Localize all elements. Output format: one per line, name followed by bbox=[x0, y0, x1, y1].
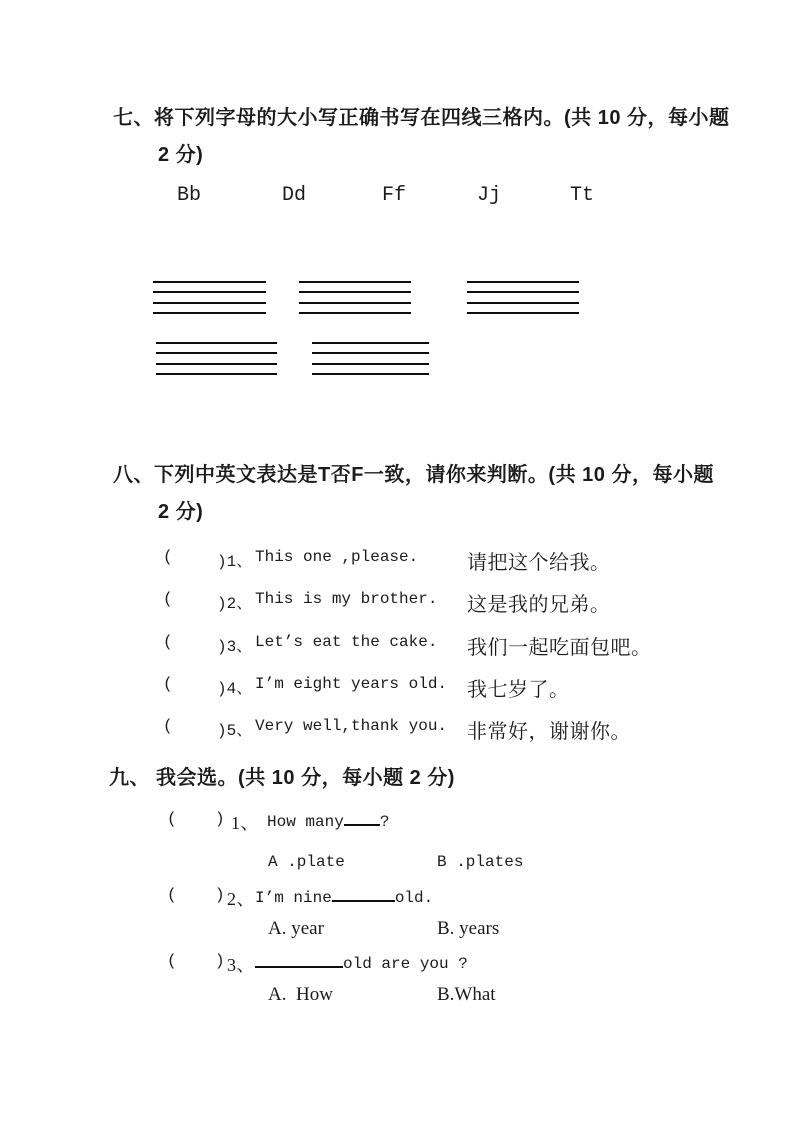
grid-line bbox=[312, 363, 429, 365]
grid-line bbox=[299, 312, 411, 314]
text-after-blank: old. bbox=[394, 889, 434, 907]
judge-item bbox=[0, 631, 793, 657]
four-line-grid bbox=[299, 281, 411, 314]
four-line-grid bbox=[467, 281, 579, 314]
letter-pair: Ff bbox=[382, 184, 407, 207]
letter-pair: Bb bbox=[177, 184, 202, 207]
chinese-translation: 这是我的兄弟。 bbox=[467, 594, 611, 616]
judge-item bbox=[0, 715, 793, 741]
chinese-translation: 非常好，谢谢你。 bbox=[467, 721, 631, 743]
english-sentence: Very well,thank you. bbox=[255, 717, 448, 735]
answer-bracket-open: ( bbox=[163, 675, 173, 693]
grid-line bbox=[312, 342, 429, 344]
four-line-grid bbox=[312, 342, 429, 375]
question-number: 2、 bbox=[227, 889, 255, 909]
fill-blank-underline bbox=[255, 952, 343, 968]
answer-bracket-close: ) bbox=[215, 886, 225, 904]
section7-heading-line2: 2 分) bbox=[158, 144, 204, 166]
question-number: 1、 bbox=[231, 813, 259, 833]
answer-bracket-open: ( bbox=[167, 810, 177, 828]
grid-line bbox=[299, 291, 411, 293]
english-sentence: Let’s eat the cake. bbox=[255, 633, 438, 651]
item-number: )2、 bbox=[217, 595, 253, 613]
answer-bracket-open: ( bbox=[163, 590, 173, 608]
text-before-blank: I’m nine bbox=[255, 889, 332, 907]
answer-bracket-open: ( bbox=[163, 548, 173, 566]
answer-bracket-open: ( bbox=[163, 717, 173, 735]
section9-heading: 九、 我会选。(共 10 分，每小题 2 分) bbox=[109, 767, 455, 789]
option-b: B .plates bbox=[437, 853, 524, 871]
item-number: )5、 bbox=[217, 722, 253, 740]
section8-heading-line1: 八、下列中英文表达是T否F一致，请你来判断。(共 10 分，每小题 bbox=[113, 464, 714, 486]
grid-line bbox=[467, 302, 579, 304]
question-text bbox=[255, 886, 433, 907]
letter-pair: Dd bbox=[282, 184, 307, 207]
grid-line bbox=[156, 363, 277, 365]
chinese-translation: 我七岁了。 bbox=[467, 679, 570, 701]
text-after-blank: old are you ? bbox=[343, 955, 468, 973]
fill-blank-underline bbox=[344, 810, 380, 826]
options-row bbox=[0, 851, 793, 875]
grid-line bbox=[153, 291, 266, 293]
answer-bracket-close: ) bbox=[215, 810, 225, 828]
judge-item bbox=[0, 588, 793, 614]
grid-line bbox=[467, 291, 579, 293]
answer-bracket-open: ( bbox=[167, 952, 177, 970]
choice-question bbox=[0, 884, 793, 910]
chinese-translation: 我们一起吃面包吧。 bbox=[467, 637, 652, 659]
question-text bbox=[255, 952, 468, 973]
letter-pair: Jj bbox=[477, 184, 502, 207]
answer-bracket-open: ( bbox=[163, 633, 173, 651]
options-row bbox=[0, 918, 793, 942]
four-line-grid bbox=[153, 281, 266, 314]
grid-line bbox=[156, 352, 277, 354]
judge-item bbox=[0, 546, 793, 572]
section8-heading-line2: 2 分) bbox=[158, 501, 204, 523]
grid-line bbox=[153, 281, 266, 283]
grid-line bbox=[156, 342, 277, 344]
grid-line bbox=[153, 302, 266, 304]
text-after-blank: ? bbox=[379, 813, 390, 831]
grid-line bbox=[467, 281, 579, 283]
english-sentence: This one ,please. bbox=[255, 548, 419, 566]
options-row bbox=[0, 984, 793, 1008]
letter-pair: Tt bbox=[570, 184, 595, 207]
item-number: )3、 bbox=[217, 638, 253, 656]
section7-heading-line1: 七、将下列字母的大小写正确书写在四线三格内。(共 10 分，每小题 bbox=[113, 107, 730, 129]
grid-line bbox=[312, 352, 429, 354]
option-b: B.What bbox=[437, 984, 496, 1005]
answer-bracket-open: ( bbox=[167, 886, 177, 904]
choice-question bbox=[0, 808, 793, 834]
option-a: A .plate bbox=[268, 853, 345, 871]
question-text bbox=[267, 810, 389, 831]
grid-line bbox=[467, 312, 579, 314]
judge-item bbox=[0, 673, 793, 699]
grid-line bbox=[299, 302, 411, 304]
chinese-translation: 请把这个给我。 bbox=[467, 552, 611, 574]
item-number: )4、 bbox=[217, 680, 253, 698]
grid-line bbox=[299, 281, 411, 283]
option-a: A. year bbox=[268, 918, 324, 939]
fill-blank-underline bbox=[332, 886, 395, 902]
english-sentence: I’m eight years old. bbox=[255, 675, 448, 693]
item-number: )1、 bbox=[217, 553, 253, 571]
grid-line bbox=[312, 373, 429, 375]
question-number: 3、 bbox=[227, 955, 255, 975]
grid-line bbox=[156, 373, 277, 375]
option-b: B. years bbox=[437, 918, 500, 939]
option-a: A. How bbox=[268, 984, 333, 1005]
choice-question bbox=[0, 950, 793, 976]
four-line-grid bbox=[156, 342, 277, 375]
answer-bracket-close: ) bbox=[215, 952, 225, 970]
english-sentence: This is my brother. bbox=[255, 590, 438, 608]
text-before-blank: How many bbox=[267, 813, 344, 831]
grid-line bbox=[153, 312, 266, 314]
